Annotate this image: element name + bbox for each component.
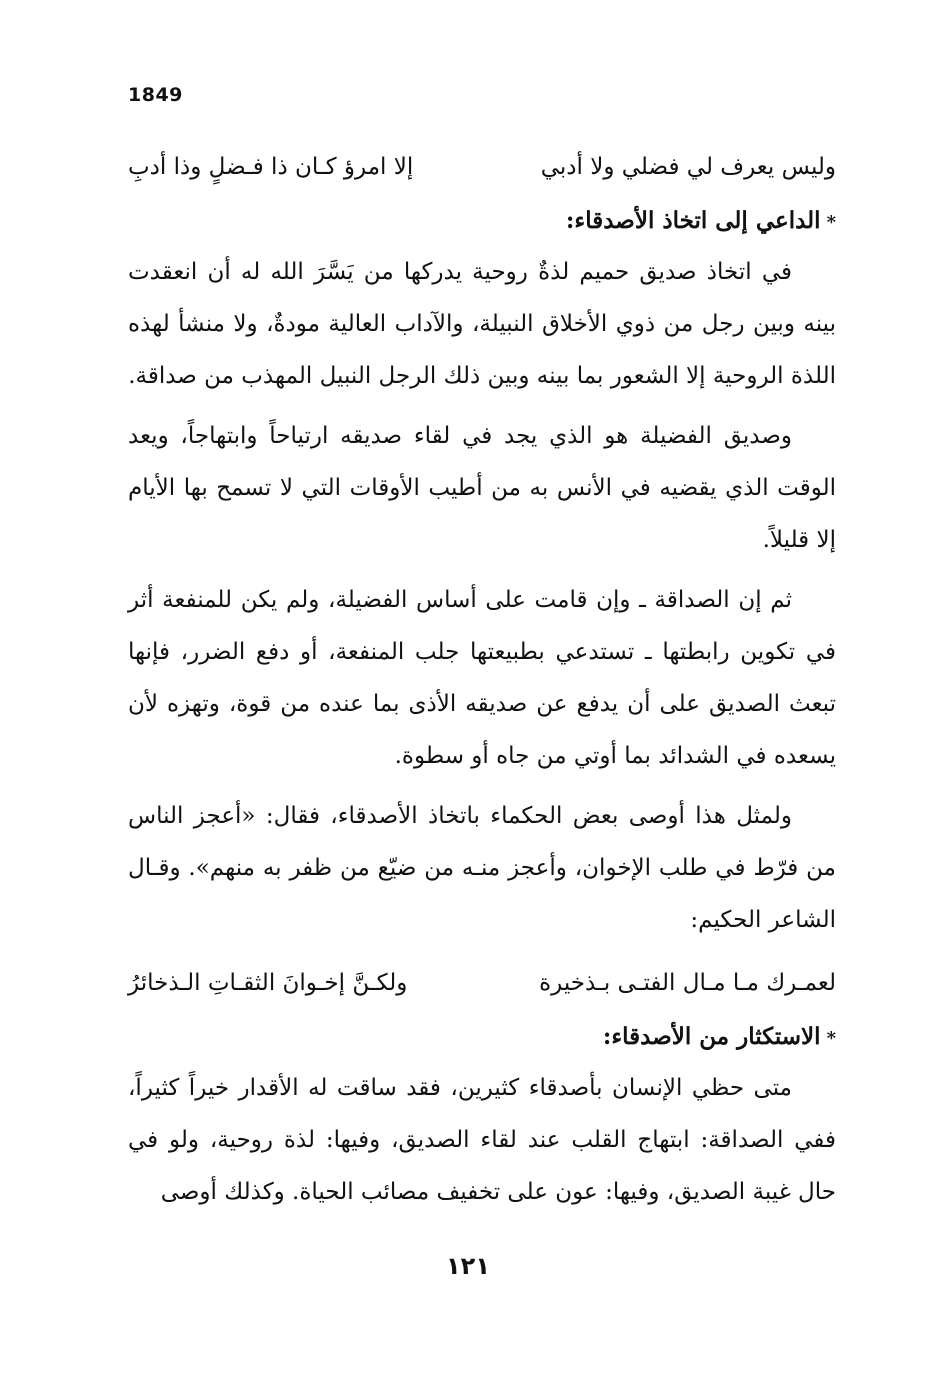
verse-1-second-hemistich: إلا امرؤ كـان ذا فـضلٍ وذا أدبِ: [128, 154, 414, 180]
paragraph-4: ولمثل هذا أوصى بعض الحكماء باتخاذ الأصدقاء، فقال: «أعجز الناس من فرّط في طلب الإخوان، وأعجز منـه من ضيّع من ظفر به منهم». وقـال الشاعر الحكيم:: [128, 803, 836, 933]
asterisk-icon: *: [826, 212, 836, 233]
paragraph-2: وصديق الفضيلة هو الذي يجد في لقاء صديقه ارتياحاً وابتهاجاً، ويعد الوقت الذي يقضيه في الأنس به من أطيب الأوقات التي لا تسمح بها الأيام إلا قليلاً.: [128, 423, 836, 553]
section-heading-1: [128, 196, 836, 246]
section-heading-2-text: الاستكثار من الأصدقاء:: [602, 1023, 821, 1050]
paragraph-5: متى حظي الإنسان بأصدقاء كثيرين، فقد ساقت له الأقدار خيراً كثيراً، ففي الصداقة: ابتهاج القلب عند لقاء الصديق، وفيها: لذة روحية، ولو في حال غيبة الصديق، وفيها: عون على تخفيف مصائب الحياة. وكذلك أوصى: [128, 1075, 836, 1205]
paragraph-3: ثم إن الصداقة ـ وإن قامت على أساس الفضيلة، ولم يكن للمنفعة أثر في تكوين رابطتها ـ تستدعي بطبيعتها جلب المنفعة، أو دفع الضرر، فإنها تبعث الصديق على أن يدفع عن صديقه الأذى بما عنده من قوة، وتهزه لأن يسعده في الشدائد بما أوتي من جاه أو سطوة.: [128, 587, 836, 769]
paragraph-1: في اتخاذ صديق حميم لذةٌ روحية يدركها من يَسَّرَ الله له أن انعقدت بينه وبين رجل من ذوي الأخلاق النبيلة، والآداب العالية مودةٌ، ولا منشأ لهذه اللذة الروحية إلا الشعور بما بينه وبين ذلك الرجل النبيل المهذب من صداقة.: [128, 259, 836, 389]
header-number: 1849: [128, 84, 183, 106]
page-number: ١٢١: [446, 1252, 490, 1280]
section-heading-2: [128, 1012, 836, 1062]
section-heading-1-text: الداعي إلى اتخاذ الأصدقاء:: [565, 207, 821, 234]
verse-1-first-hemistich: وليس يعرف لي فضلي ولا أدبي: [540, 154, 836, 180]
poem-verse-2: [128, 954, 836, 1012]
verse-2-first-hemistich: لعمـرك مـا مـال الفتـى بـذخيرة: [539, 970, 836, 996]
asterisk-icon: *: [826, 1028, 836, 1049]
page-content: [128, 138, 836, 1226]
poem-verse-1: [128, 138, 836, 196]
verse-2-second-hemistich: ولكـنَّ إخـوانَ الثقـاتِ الـذخائرُ: [128, 970, 408, 996]
